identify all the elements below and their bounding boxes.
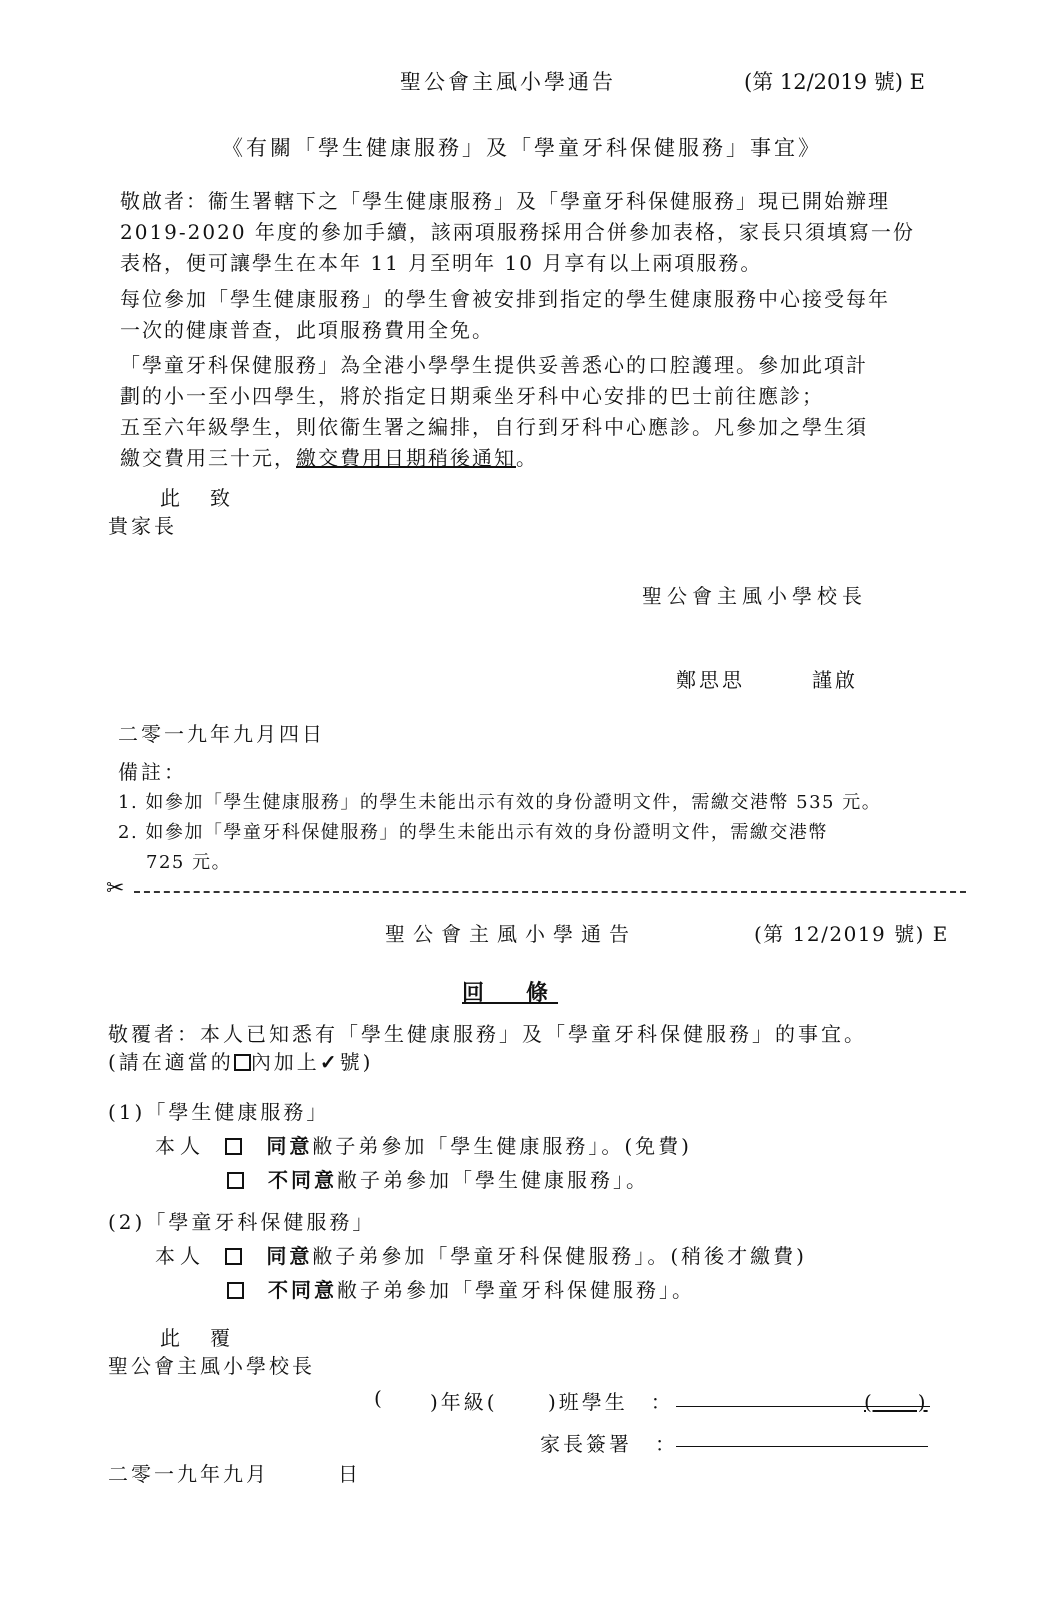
paragraph-3-line-4 xyxy=(120,443,980,474)
note-2-line-1: 2. 如參加「學童牙科保健服務」的學生未能出示有效的身份證明文件，需繳交港幣 xyxy=(118,822,828,843)
s1-disagree-text: 敝子弟參加「學生健康服務」。 xyxy=(337,1168,649,1192)
grade-label: )年級( xyxy=(430,1390,498,1414)
grade-open-paren: ( xyxy=(374,1386,382,1410)
section-2-title: (2)「學童牙科保健服務」 xyxy=(108,1210,376,1234)
signer-respect: 謹啟 xyxy=(812,668,858,692)
signer-name: 鄭思思 xyxy=(676,668,745,692)
note-1: 1. 如參加「學生健康服務」的學生未能出示有效的身份證明文件，需繳交港幣 535 元。 xyxy=(118,792,882,813)
grade-input[interactable] xyxy=(378,1380,426,1408)
reply-school-notice: 聖公會主風小學通告 xyxy=(385,922,637,946)
s1-agree-checkbox[interactable] xyxy=(225,1138,242,1155)
reply-notice-number: (第 12/2019 號) E xyxy=(754,922,949,946)
fee-text-end: 。 xyxy=(516,446,538,470)
paragraph-1 xyxy=(120,186,980,279)
agree-prefix-2: 本人 xyxy=(155,1244,205,1268)
notes-title: 備註： xyxy=(118,760,187,784)
s1-disagree-label: 不同意 xyxy=(268,1168,337,1192)
notice-subject: 《有關「學生健康服務」及「學童牙科保健服務」事宜》 xyxy=(222,136,822,160)
paragraph-3-line-3: 五至六年級學生，則依衞生署之編排，自行到牙科中心應診。凡參加之學生須 xyxy=(120,415,868,439)
closing-recipient: 貴家長 xyxy=(108,514,177,538)
parent-sign-label: 家長簽署 ： xyxy=(540,1432,678,1456)
parent-signature-line[interactable] xyxy=(676,1446,928,1447)
checkbox-sample-icon xyxy=(234,1054,251,1071)
letter-date: 二零一九年九月四日 xyxy=(118,722,325,746)
paragraph-1-line-3: 表格，便可讓學生在本年 11 月至明年 10 月享有以上兩項服務。 xyxy=(120,251,763,275)
class-label: )班學生 ： xyxy=(548,1390,674,1414)
agree-prefix: 本人 xyxy=(155,1134,205,1158)
signer-title: 聖公會主風小學校長 xyxy=(642,584,867,608)
reply-ci-fu: 此 覆 xyxy=(160,1326,235,1350)
note-2-line-2: 725 元。 xyxy=(146,852,232,873)
checkmark-icon: ✓ xyxy=(319,1050,340,1074)
reply-title: 回 條 xyxy=(462,980,559,1006)
fee-text: 繳交費用三十元， xyxy=(120,446,296,470)
reply-instruction xyxy=(108,1046,373,1075)
paragraph-2-line-1: 每位參加「學生健康服務」的學生會被安排到指定的學生健康服務中心接受每年 xyxy=(120,287,890,311)
s2-disagree-label: 不同意 xyxy=(268,1278,337,1302)
reply-date: 二零一九年九月 日 xyxy=(108,1462,361,1486)
s1-agree-text: 敝子弟參加「學生健康服務」。(免費) xyxy=(312,1134,692,1158)
section-1-title: (1)「學生健康服務」 xyxy=(108,1100,330,1124)
section-1-disagree-row xyxy=(227,1164,649,1193)
reply-intro: 敬覆者：本人已知悉有「學生健康服務」及「學童牙科保健服務」的事宜。 xyxy=(108,1022,867,1046)
instruction-text-a: (請在適當的 xyxy=(108,1050,234,1074)
section-2-agree-row xyxy=(155,1240,807,1269)
paragraph-1-line-1: 敬啟者：衞生署轄下之「學生健康服務」及「學童牙科保健服務」現已開始辦理 xyxy=(120,189,890,213)
paragraph-2-line-2: 一次的健康普查，此項服務費用全免。 xyxy=(120,318,494,342)
paragraph-3 xyxy=(120,350,980,474)
student-number-field[interactable]: ( ) xyxy=(864,1390,928,1414)
closing-ci-zhi: 此 致 xyxy=(160,486,235,510)
fee-date-underlined: 繳交費用日期稍後通知 xyxy=(296,446,516,470)
instruction-text-c: 號) xyxy=(339,1050,374,1074)
s1-agree-label: 同意 xyxy=(266,1134,313,1158)
scissors-icon: ✂ xyxy=(106,876,125,901)
s2-agree-text: 敝子弟參加「學童牙科保健服務」。(稍後才繳費) xyxy=(312,1244,807,1268)
s2-agree-checkbox[interactable] xyxy=(225,1248,242,1265)
school-notice-title: 聖公會主風小學通告 xyxy=(400,70,616,94)
s1-disagree-checkbox[interactable] xyxy=(227,1172,244,1189)
notice-number: (第 12/2019 號) E xyxy=(744,70,925,94)
s2-disagree-checkbox[interactable] xyxy=(227,1282,244,1299)
section-2-disagree-row xyxy=(227,1274,695,1303)
s2-agree-label: 同意 xyxy=(266,1244,313,1268)
class-input[interactable] xyxy=(500,1380,544,1408)
paragraph-3-line-1: 「學童牙科保健服務」為全港小學學生提供妥善悉心的口腔護理。參加此項計 xyxy=(120,353,868,377)
paragraph-2 xyxy=(120,284,980,346)
s2-disagree-text: 敝子弟參加「學童牙科保健服務」。 xyxy=(337,1278,695,1302)
paragraph-3-line-2: 劃的小一至小四學生，將於指定日期乘坐牙科中心安排的巴士前往應診； xyxy=(120,384,824,408)
paragraph-1-line-2: 2019-2020 年度的參加手續，該兩項服務採用合併參加表格，家長只須填寫一份 xyxy=(120,220,915,244)
cut-line xyxy=(134,891,966,893)
instruction-text-b: 內加上 xyxy=(250,1050,320,1074)
section-1-agree-row xyxy=(155,1130,692,1159)
reply-addressee: 聖公會主風小學校長 xyxy=(108,1354,315,1378)
